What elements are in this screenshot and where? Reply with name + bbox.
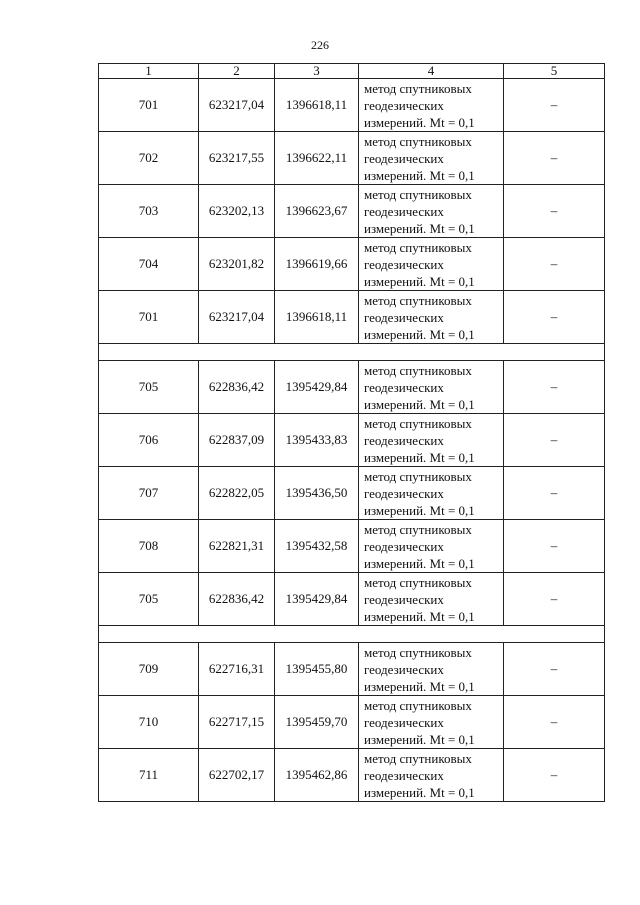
- x-coordinate-cell: 622821,31: [199, 520, 275, 573]
- y-coordinate-cell: 1395459,70: [275, 696, 359, 749]
- method-text-line: геодезических: [364, 485, 444, 501]
- point-number-cell: 710: [99, 696, 199, 749]
- y-coordinate-cell: 1395429,84: [275, 573, 359, 626]
- table-row: [99, 185, 605, 238]
- method-cell: [359, 696, 504, 749]
- method-text-line: геодезических: [364, 203, 444, 219]
- point-number-cell: 706: [99, 414, 199, 467]
- x-coordinate-cell: 623217,55: [199, 132, 275, 185]
- group-separator-cell: [99, 344, 605, 361]
- table-row: [99, 749, 605, 802]
- method-text-line: геодезических: [364, 256, 444, 272]
- x-coordinate-cell: 623217,04: [199, 79, 275, 132]
- method-text-line: измерений. Mt = 0,1: [364, 167, 475, 183]
- method-text-line: геодезических: [364, 767, 444, 783]
- point-number-cell: 705: [99, 573, 199, 626]
- group-separator-cell: [99, 626, 605, 643]
- x-coordinate-cell: 622836,42: [199, 573, 275, 626]
- column-header-4: 4: [359, 64, 504, 79]
- method-text-line: измерений. Mt = 0,1: [364, 326, 475, 342]
- table-row: [99, 414, 605, 467]
- description-cell: –: [504, 467, 605, 520]
- method-cell: [359, 185, 504, 238]
- y-coordinate-cell: 1396622,11: [275, 132, 359, 185]
- y-coordinate-cell: 1396618,11: [275, 79, 359, 132]
- method-text-line: геодезических: [364, 97, 444, 113]
- method-text-line: метод спутниковых: [364, 362, 472, 378]
- table-row: [99, 291, 605, 344]
- description-cell: –: [504, 185, 605, 238]
- method-cell: [359, 467, 504, 520]
- table-row: [99, 520, 605, 573]
- x-coordinate-cell: 622702,17: [199, 749, 275, 802]
- column-header-1: 1: [99, 64, 199, 79]
- table-row: [99, 361, 605, 414]
- method-text-line: геодезических: [364, 661, 444, 677]
- description-cell: –: [504, 291, 605, 344]
- method-text-line: измерений. Mt = 0,1: [364, 731, 475, 747]
- method-text-line: метод спутниковых: [364, 644, 472, 660]
- table-row: [99, 696, 605, 749]
- y-coordinate-cell: 1395436,50: [275, 467, 359, 520]
- description-cell: –: [504, 749, 605, 802]
- x-coordinate-cell: 622717,15: [199, 696, 275, 749]
- method-text-line: метод спутниковых: [364, 468, 472, 484]
- method-cell: [359, 520, 504, 573]
- method-text-line: измерений. Mt = 0,1: [364, 784, 475, 800]
- column-header-2: 2: [199, 64, 275, 79]
- description-cell: –: [504, 696, 605, 749]
- method-text-line: метод спутниковых: [364, 574, 472, 590]
- method-text-line: измерений. Mt = 0,1: [364, 273, 475, 289]
- method-text-line: геодезических: [364, 309, 444, 325]
- method-text-line: метод спутниковых: [364, 133, 472, 149]
- description-cell: –: [504, 520, 605, 573]
- description-cell: –: [504, 643, 605, 696]
- point-number-cell: 703: [99, 185, 199, 238]
- method-text-line: измерений. Mt = 0,1: [364, 220, 475, 236]
- header-row: [99, 64, 605, 79]
- method-cell: [359, 749, 504, 802]
- y-coordinate-cell: 1395432,58: [275, 520, 359, 573]
- y-coordinate-cell: 1395455,80: [275, 643, 359, 696]
- description-cell: –: [504, 238, 605, 291]
- method-text-line: геодезических: [364, 150, 444, 166]
- method-text-line: метод спутниковых: [364, 186, 472, 202]
- method-cell: [359, 573, 504, 626]
- method-text-line: геодезических: [364, 379, 444, 395]
- method-text-line: измерений. Mt = 0,1: [364, 396, 475, 412]
- x-coordinate-cell: 623201,82: [199, 238, 275, 291]
- table-row: [99, 79, 605, 132]
- y-coordinate-cell: 1396619,66: [275, 238, 359, 291]
- x-coordinate-cell: 622716,31: [199, 643, 275, 696]
- point-number-cell: 702: [99, 132, 199, 185]
- method-text-line: метод спутниковых: [364, 239, 472, 255]
- coordinates-table: [98, 63, 605, 802]
- method-cell: [359, 643, 504, 696]
- page-number: 226: [311, 38, 329, 52]
- y-coordinate-cell: 1395433,83: [275, 414, 359, 467]
- description-cell: –: [504, 79, 605, 132]
- method-text-line: измерений. Mt = 0,1: [364, 678, 475, 694]
- point-number-cell: 701: [99, 291, 199, 344]
- y-coordinate-cell: 1396623,67: [275, 185, 359, 238]
- point-number-cell: 711: [99, 749, 199, 802]
- method-text-line: метод спутниковых: [364, 750, 472, 766]
- table-row: [99, 643, 605, 696]
- group-separator-row: [99, 344, 605, 361]
- method-text-line: измерений. Mt = 0,1: [364, 502, 475, 518]
- method-cell: [359, 79, 504, 132]
- point-number-cell: 705: [99, 361, 199, 414]
- method-text-line: геодезических: [364, 714, 444, 730]
- group-separator-row: [99, 626, 605, 643]
- method-cell: [359, 132, 504, 185]
- table-row: [99, 238, 605, 291]
- x-coordinate-cell: 622836,42: [199, 361, 275, 414]
- method-cell: [359, 291, 504, 344]
- point-number-cell: 704: [99, 238, 199, 291]
- method-text-line: метод спутниковых: [364, 521, 472, 537]
- y-coordinate-cell: 1396618,11: [275, 291, 359, 344]
- description-cell: –: [504, 414, 605, 467]
- x-coordinate-cell: 623217,04: [199, 291, 275, 344]
- method-cell: [359, 414, 504, 467]
- point-number-cell: 709: [99, 643, 199, 696]
- column-header-3: 3: [275, 64, 359, 79]
- y-coordinate-cell: 1395429,84: [275, 361, 359, 414]
- x-coordinate-cell: 622837,09: [199, 414, 275, 467]
- method-text-line: метод спутниковых: [364, 415, 472, 431]
- method-cell: [359, 238, 504, 291]
- method-text-line: геодезических: [364, 432, 444, 448]
- method-text-line: метод спутниковых: [364, 292, 472, 308]
- table-body: [99, 64, 605, 802]
- x-coordinate-cell: 622822,05: [199, 467, 275, 520]
- method-text-line: метод спутниковых: [364, 697, 472, 713]
- x-coordinate-cell: 623202,13: [199, 185, 275, 238]
- description-cell: –: [504, 573, 605, 626]
- description-cell: –: [504, 361, 605, 414]
- method-text-line: геодезических: [364, 538, 444, 554]
- method-text-line: измерений. Mt = 0,1: [364, 608, 475, 624]
- table-row: [99, 467, 605, 520]
- method-cell: [359, 361, 504, 414]
- description-cell: –: [504, 132, 605, 185]
- point-number-cell: 701: [99, 79, 199, 132]
- method-text-line: метод спутниковых: [364, 80, 472, 96]
- y-coordinate-cell: 1395462,86: [275, 749, 359, 802]
- point-number-cell: 707: [99, 467, 199, 520]
- method-text-line: измерений. Mt = 0,1: [364, 555, 475, 571]
- table-row: [99, 132, 605, 185]
- point-number-cell: 708: [99, 520, 199, 573]
- method-text-line: измерений. Mt = 0,1: [364, 114, 475, 130]
- method-text-line: геодезических: [364, 591, 444, 607]
- method-text-line: измерений. Mt = 0,1: [364, 449, 475, 465]
- column-header-5: 5: [504, 64, 605, 79]
- table-row: [99, 573, 605, 626]
